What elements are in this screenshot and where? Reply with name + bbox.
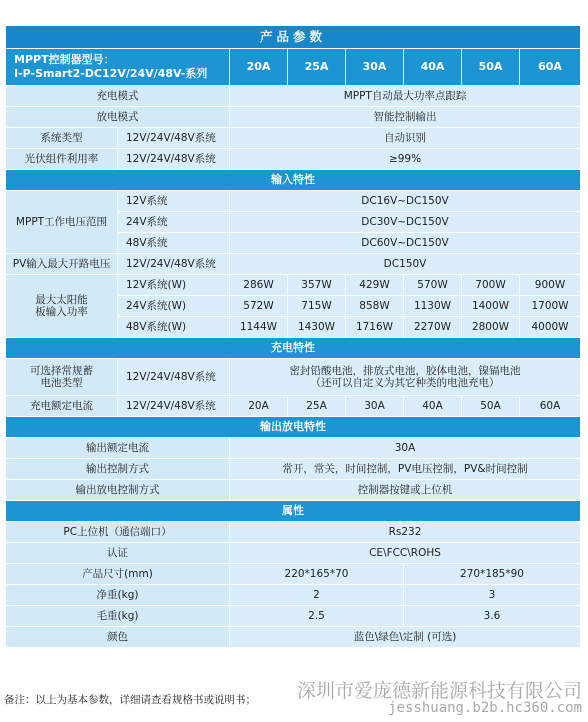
battery-type-label-1: 可选择常规蓄 [30, 365, 93, 377]
table-cell: 1716W [346, 317, 404, 338]
system-type-label: 系统类型 [6, 128, 118, 149]
table-row [6, 522, 581, 543]
battery-type-label-2: 电池类型 [40, 377, 83, 389]
battery-type-value [230, 359, 581, 396]
table-cell: 570W [404, 275, 462, 296]
watermark-url: jesshuang.b2b.hc360.com [388, 700, 582, 716]
cert-value: CE\FCC\ROHS [230, 543, 581, 564]
table-cell: 1144W [230, 317, 288, 338]
charge-mode-label: 充电模式 [6, 86, 230, 107]
pv-voc-cond: 12V/24V/48V系统 [118, 254, 230, 275]
table-cell: 429W [346, 275, 404, 296]
table-cell: 20A [230, 396, 288, 417]
table-cell: 2800W [462, 317, 520, 338]
footnote: 备注：以上为基本参数，详细请查看规格书或说明书； [4, 694, 256, 706]
table-row [6, 543, 581, 564]
pv-voc-value: DC150V [230, 254, 581, 275]
table-cell: 25A [288, 396, 346, 417]
pv-util-label: 光伏组件利用率 [6, 149, 118, 170]
table-cell: 4000W [520, 317, 581, 338]
table-row [6, 480, 581, 501]
out-control-value: 常开，常关，时间控制，PV电压控制，PV&时间控制 [230, 459, 581, 480]
color-label: 颜色 [6, 627, 230, 648]
table-cell: 30A [346, 396, 404, 417]
section-props: 属性 [6, 501, 581, 522]
max-power-sys-48v: 48V系统(W) [118, 317, 230, 338]
table-row [6, 396, 581, 417]
net-weight-label: 净重(kg) [6, 585, 230, 606]
gross-weight-value-2: 3.6 [404, 606, 581, 627]
table-cell: 1400W [462, 296, 520, 317]
battery-type-value-1: 密封铅酸电池，排放式电池，胶体电池，镍镉电池 [289, 365, 521, 377]
table-cell: 50A [462, 396, 520, 417]
product-parameter-table [5, 25, 581, 648]
table-cell: 858W [346, 296, 404, 317]
out-current-value: 30A [230, 438, 581, 459]
model-header [6, 49, 230, 86]
model-line-2: I-P-Smart2-DC12V/24V/48V-系列 [14, 67, 208, 80]
rated-charge-cond: 12V/24V/48V系统 [118, 396, 230, 417]
table-cell: 60A [520, 396, 581, 417]
section-input: 输入特性 [6, 170, 581, 191]
system-type-cond: 12V/24V/48V系统 [118, 128, 230, 149]
max-power-label-1: 最大太阳能 [35, 294, 88, 306]
pv-util-cond: 12V/24V/48V系统 [118, 149, 230, 170]
battery-type-cond: 12V/24V/48V系统 [118, 359, 230, 396]
out-discharge-label: 输出放电控制方式 [6, 480, 230, 501]
model-col-20a: 20A [230, 49, 288, 86]
pv-voc-label: PV输入最大开路电压 [6, 254, 118, 275]
table-cell: 286W [230, 275, 288, 296]
out-current-label: 输出额定电流 [6, 438, 230, 459]
max-power-label [6, 275, 118, 338]
table-row [6, 606, 581, 627]
section-output: 输出放电特性 [6, 417, 581, 438]
mppt-sys-48v: 48V系统 [118, 233, 230, 254]
table-row [6, 275, 581, 296]
battery-type-label [6, 359, 118, 396]
table-row [6, 627, 581, 648]
mppt-range-label: MPPT工作电压范围 [6, 191, 118, 254]
model-line-1: MPPT控制器型号： [14, 53, 115, 66]
table-cell: 357W [288, 275, 346, 296]
table-cell: 1700W [520, 296, 581, 317]
pc-port-label: PC上位机（通信端口） [6, 522, 230, 543]
gross-weight-value-1: 2.5 [230, 606, 404, 627]
model-col-25a: 25A [288, 49, 346, 86]
watermark-company: 深圳市爱庞德新能源科技有限公司 [296, 680, 582, 702]
table-cell: 1130W [404, 296, 462, 317]
pc-port-value: Rs232 [230, 522, 581, 543]
discharge-mode-value: 智能控制输出 [230, 107, 581, 128]
table-row [6, 128, 581, 149]
pv-util-value: ≥99% [230, 149, 581, 170]
table-cell: 715W [288, 296, 346, 317]
size-label: 产品尺寸(mm) [6, 564, 230, 585]
cert-label: 认证 [6, 543, 230, 564]
table-row [6, 107, 581, 128]
net-weight-value-1: 2 [230, 585, 404, 606]
table-row [6, 564, 581, 585]
table-cell: 572W [230, 296, 288, 317]
model-col-60a: 60A [520, 49, 581, 86]
out-control-label: 输出控制方式 [6, 459, 230, 480]
size-value-1: 220*165*70 [230, 564, 404, 585]
model-col-30a: 30A [346, 49, 404, 86]
product-parameter-table-wrap [5, 25, 580, 648]
model-col-50a: 50A [462, 49, 520, 86]
rated-charge-label: 充电额定电流 [6, 396, 118, 417]
table-row [6, 459, 581, 480]
max-power-label-2: 板输入功率 [35, 306, 88, 318]
table-row [6, 149, 581, 170]
net-weight-value-2: 3 [404, 585, 581, 606]
charge-mode-value: MPPT自动最大功率点跟踪 [230, 86, 581, 107]
table-row [6, 254, 581, 275]
size-value-2: 270*185*90 [404, 564, 581, 585]
table-row [6, 585, 581, 606]
table-cell: 40A [404, 396, 462, 417]
max-power-sys-12v: 12V系统(W) [118, 275, 230, 296]
section-charge: 充电特性 [6, 338, 581, 359]
max-power-sys-24v: 24V系统(W) [118, 296, 230, 317]
table-title: 产品参数 [6, 26, 581, 49]
mppt-value-12v: DC16V~DC150V [230, 191, 581, 212]
table-cell: 900W [520, 275, 581, 296]
mppt-sys-24v: 24V系统 [118, 212, 230, 233]
mppt-value-24v: DC30V~DC150V [230, 212, 581, 233]
mppt-value-48v: DC60V~DC150V [230, 233, 581, 254]
system-type-value: 自动识别 [230, 128, 581, 149]
battery-type-value-2: （还可以自定义为其它种类的电池充电） [310, 377, 500, 389]
table-row [6, 86, 581, 107]
table-row [6, 359, 581, 396]
model-col-40a: 40A [404, 49, 462, 86]
gross-weight-label: 毛重(kg) [6, 606, 230, 627]
mppt-sys-12v: 12V系统 [118, 191, 230, 212]
table-cell: 700W [462, 275, 520, 296]
table-row [6, 438, 581, 459]
color-value: 蓝色\绿色\定制 (可选) [230, 627, 581, 648]
discharge-mode-label: 放电模式 [6, 107, 230, 128]
out-discharge-value: 控制器按键或上位机 [230, 480, 581, 501]
table-cell: 2270W [404, 317, 462, 338]
table-row [6, 191, 581, 212]
table-cell: 1430W [288, 317, 346, 338]
